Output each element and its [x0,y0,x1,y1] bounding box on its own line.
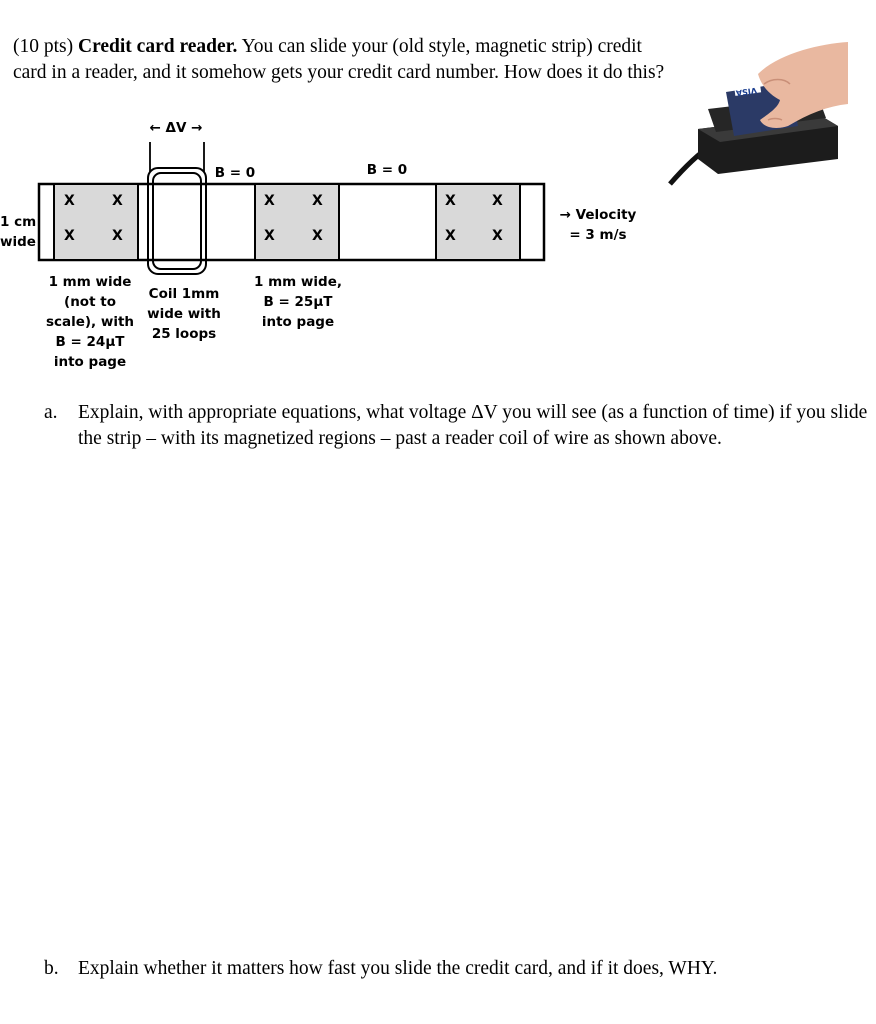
region1-caption-line: B = 24µT [55,334,125,350]
b-zero-label-2: B = 0 [366,162,408,178]
region2-caption [246,272,350,332]
coil-caption-line: Coil 1mm [148,286,220,302]
x-mark: X [492,228,503,244]
region1-caption-line: into page [53,354,127,370]
b-zero-label-1: B = 0 [214,165,256,181]
x-mark: X [445,228,456,244]
x-mark: X [264,228,275,244]
coil-caption-line: wide with [147,306,221,322]
region1-caption-line: 1 mm wide [48,274,132,290]
x-mark: X [64,193,75,209]
region1-caption-line: scale), with [45,314,135,330]
x-mark: X [312,193,323,209]
coil-caption-line: 25 loops [151,326,217,342]
question-a-text: Explain, with appropriate equations, what voltage ΔV you will see (as a function of time) if you slide the strip – with its magnetized regions – past a reader coil of wire as shown above. [78,402,868,449]
problem-points: (10 pts) [13,36,74,57]
region1-caption [40,272,140,372]
question-a-letter: a. [44,402,58,423]
x-mark: X [112,228,123,244]
width-label-line1: 1 cm [0,214,37,230]
question-b-text: Explain whether it matters how fast you slide the credit card, and if it does, WHY. [78,958,718,979]
width-label [0,212,40,252]
question-b-letter: b. [44,958,59,979]
x-mark: X [64,228,75,244]
x-mark: X [312,228,323,244]
x-mark: X [492,193,503,209]
velocity-label-line1: → Velocity [559,207,637,223]
problem-body: You can slide your (old style, magnetic strip) credit card in a reader, and it somehow gets your credit card number. How does it do this? [13,36,665,83]
card-brand-text: VISA [735,85,758,98]
width-label-line2: wide [0,234,36,250]
region2-caption-line: B = 25µT [263,294,333,310]
region2-caption-line: 1 mm wide, [254,274,342,290]
delta-v-label: ← ΔV → [149,120,203,136]
velocity-label-line2: = 3 m/s [569,227,627,243]
velocity-label [553,205,643,245]
x-mark: X [112,193,123,209]
problem-title: Credit card reader. [78,36,238,57]
coil-caption [140,284,228,344]
region2-caption-line: into page [261,314,335,330]
region1-caption-line: (not to [64,294,116,310]
x-mark: X [264,193,275,209]
x-mark: X [445,193,456,209]
